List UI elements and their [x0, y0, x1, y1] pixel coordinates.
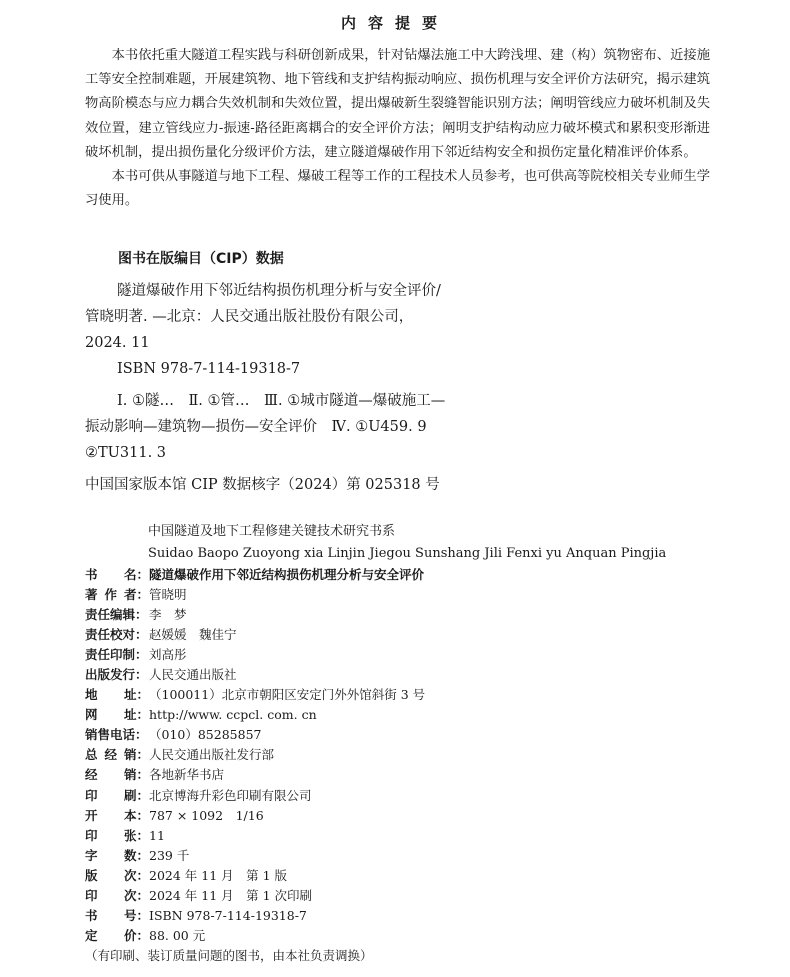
page-title: 内容提要: [340, 14, 449, 32]
colophon-row: [85, 725, 705, 745]
summary-paragraph-1: 本书依托重大隧道工程实践与科研创新成果，针对钻爆法施工中大跨浅埋、建（构）筑物密布、近接施工等安全控制难题，开展建筑物、地下管线和支护结构振动响应、损伤机理与安全评价方法研究，揭示建筑物高阶模态与应力耦合失效机制和失效位置，提出爆破新生裂缝智能识别方法；阐明管线应力破坏机制及失效位置，建立管线应力-振速-路径距离耦合的安全评价方法；阐明支护结构动应力破坏模式和累积变形渐进破坏机制，提出损伤量化分级评价方法，建立隧道爆破作用下邻近结构安全和损伤定量化精准评价体系。: [85, 48, 710, 160]
colophon-row: [85, 705, 705, 725]
colophon-rows: [85, 565, 705, 946]
colophon-value: （010）85285857: [149, 727, 262, 743]
colophon-label-part: 书: [85, 567, 98, 582]
colophon-label: [85, 786, 149, 806]
cip-record-number: 中国国家版本馆 CIP 数据核字（2024）第 025318 号: [85, 477, 440, 493]
cip-classification-line-2: 振动影响—建筑物—损伤—安全评价 Ⅳ. ①U459. 9: [85, 419, 427, 435]
colophon-label: [85, 806, 149, 826]
colophon-value: 11: [149, 827, 165, 843]
colophon-value: ISBN 978-7-114-19318-7: [149, 907, 307, 923]
colophon-label-part: 开: [85, 807, 98, 823]
book-series: [148, 521, 666, 565]
colophon-row: [85, 565, 705, 585]
colophon-label-part: 销售电话：: [85, 727, 148, 743]
colophon-label-part: 版: [85, 867, 98, 883]
colophon-label-part: 作: [104, 587, 117, 603]
colophon-label-part: 责任印制：: [85, 647, 148, 663]
colophon-label-part: 址：: [123, 687, 149, 703]
colophon-label: [85, 745, 149, 765]
colophon-label-part: 责任校对：: [85, 627, 148, 643]
summary-section: [85, 44, 710, 213]
colophon-label-part: 数：: [123, 847, 149, 863]
colophon-value: 李 梦: [149, 607, 187, 623]
colophon-value: （100011）北京市朝阳区安定门外外馆斜街 3 号: [149, 687, 426, 703]
colophon-label-part: 印: [85, 787, 98, 803]
colophon-row: [85, 685, 705, 705]
cip-isbn-line: ISBN 978-7-114-19318-7: [117, 361, 301, 377]
series-name: 中国隧道及地下工程修建关键技术研究书系: [148, 524, 396, 539]
colophon-label-part: 名：: [123, 567, 149, 582]
colophon-row: [85, 645, 705, 665]
colophon-label: [85, 685, 149, 705]
colophon-value: 北京博海升彩色印刷有限公司: [149, 787, 312, 803]
colophon-row: [85, 906, 705, 926]
colophon-value: 88. 00 元: [149, 927, 206, 943]
colophon-label-part: 出版发行：: [85, 667, 148, 683]
colophon-row: [85, 605, 705, 625]
colophon-row: [85, 625, 705, 645]
cip-classification-line-1: Ⅰ. ①隧… Ⅱ. ①管… Ⅲ. ①城市隧道—爆破施工—: [117, 393, 446, 409]
colophon-label-part: 次：: [123, 867, 149, 883]
colophon-label-part: 址：: [123, 707, 149, 723]
colophon-row: [85, 886, 705, 906]
cip-title-line: 隧道爆破作用下邻近结构损伤机理分析与安全评价/: [117, 283, 441, 299]
colophon-label: [85, 585, 149, 605]
colophon-label-part: 责任编辑：: [85, 607, 148, 623]
colophon-label: [85, 926, 149, 946]
colophon-value: 隧道爆破作用下邻近结构损伤机理分析与安全评价: [149, 567, 425, 582]
colophon-label-part: 张：: [123, 827, 149, 843]
colophon-value: 239 千: [149, 847, 190, 863]
colophon-label: [85, 886, 149, 906]
colophon-label-part: 定: [85, 927, 98, 943]
colophon-label: [85, 705, 149, 725]
colophon-label-part: 印: [85, 827, 98, 843]
colophon-row: [85, 765, 705, 785]
title-pinyin: Suidao Baopo Zuoyong xia Linjin Jiegou Sunshang Jili Fenxi yu Anquan Pingjia: [148, 546, 667, 561]
colophon-label: [85, 906, 149, 926]
colophon-label-part: 书: [85, 907, 98, 923]
colophon-value: 人民交通出版社发行部: [149, 747, 275, 763]
colophon-label-part: 网: [85, 707, 98, 723]
colophon-value: 787 × 1092 1/16: [149, 807, 264, 823]
colophon-row: [85, 745, 705, 765]
colophon-label-part: 者：: [123, 587, 149, 603]
colophon-value: 管晓明: [149, 587, 187, 603]
colophon-row: [85, 786, 705, 806]
cip-author-line: 管晓明著. —北京：人民交通出版社股份有限公司，: [85, 309, 414, 325]
colophon-value: 各地新华书店: [149, 767, 225, 783]
colophon-label-part: 价：: [123, 927, 149, 943]
colophon-label-part: 本：: [123, 807, 149, 823]
colophon-value: 人民交通出版社: [149, 667, 237, 683]
colophon-value: http://www. ccpcl. com. cn: [149, 707, 317, 723]
colophon-label: [85, 665, 149, 685]
colophon-label: [85, 846, 149, 866]
cip-heading: 图书在版编目（CIP）数据: [118, 251, 284, 267]
colophon-label-part: 销：: [123, 747, 149, 763]
colophon-value: 刘高彤: [149, 647, 187, 663]
colophon-label-part: 销：: [123, 767, 149, 783]
colophon-label-part: 刷：: [123, 787, 149, 803]
colophon-row: [85, 665, 705, 685]
colophon-label-part: 印: [85, 887, 98, 903]
colophon-label-part: 著: [85, 587, 98, 603]
colophon-label: [85, 866, 149, 886]
colophon-label-part: 地: [85, 687, 98, 703]
colophon-label-part: 号：: [123, 907, 149, 923]
colophon-label: [85, 565, 149, 585]
colophon-value: 2024 年 11 月 第 1 版: [149, 867, 288, 883]
cip-classification-line-3: ②TU311. 3: [85, 445, 167, 461]
cip-date-line: 2024. 11: [85, 335, 150, 351]
colophon-label: [85, 725, 149, 745]
colophon-label: [85, 826, 149, 846]
colophon-label-part: 总: [85, 747, 98, 763]
colophon-label: [85, 605, 149, 625]
colophon-value: 赵媛媛 魏佳宁: [149, 627, 237, 643]
colophon-row: [85, 826, 705, 846]
colophon-row: [85, 806, 705, 826]
colophon-label: [85, 645, 149, 665]
colophon: [85, 565, 705, 966]
quality-note: （有印刷、装订质量问题的图书，由本社负责调换）: [85, 947, 373, 963]
colophon-row: [85, 846, 705, 866]
cip-block: [85, 278, 645, 498]
colophon-value: 2024 年 11 月 第 1 次印刷: [149, 887, 313, 903]
colophon-label-part: 经: [104, 747, 117, 763]
colophon-label: [85, 765, 149, 785]
colophon-label: [85, 625, 149, 645]
colophon-row: [85, 926, 705, 946]
colophon-label-part: 经: [85, 767, 98, 783]
colophon-label-part: 次：: [123, 887, 149, 903]
summary-paragraph-2: 本书可供从事隧道与地下工程、爆破工程等工作的工程技术人员参考，也可供高等院校相关专业师生学习使用。: [85, 169, 710, 209]
colophon-label-part: 字: [85, 847, 98, 863]
colophon-row: [85, 585, 705, 605]
colophon-row: [85, 866, 705, 886]
